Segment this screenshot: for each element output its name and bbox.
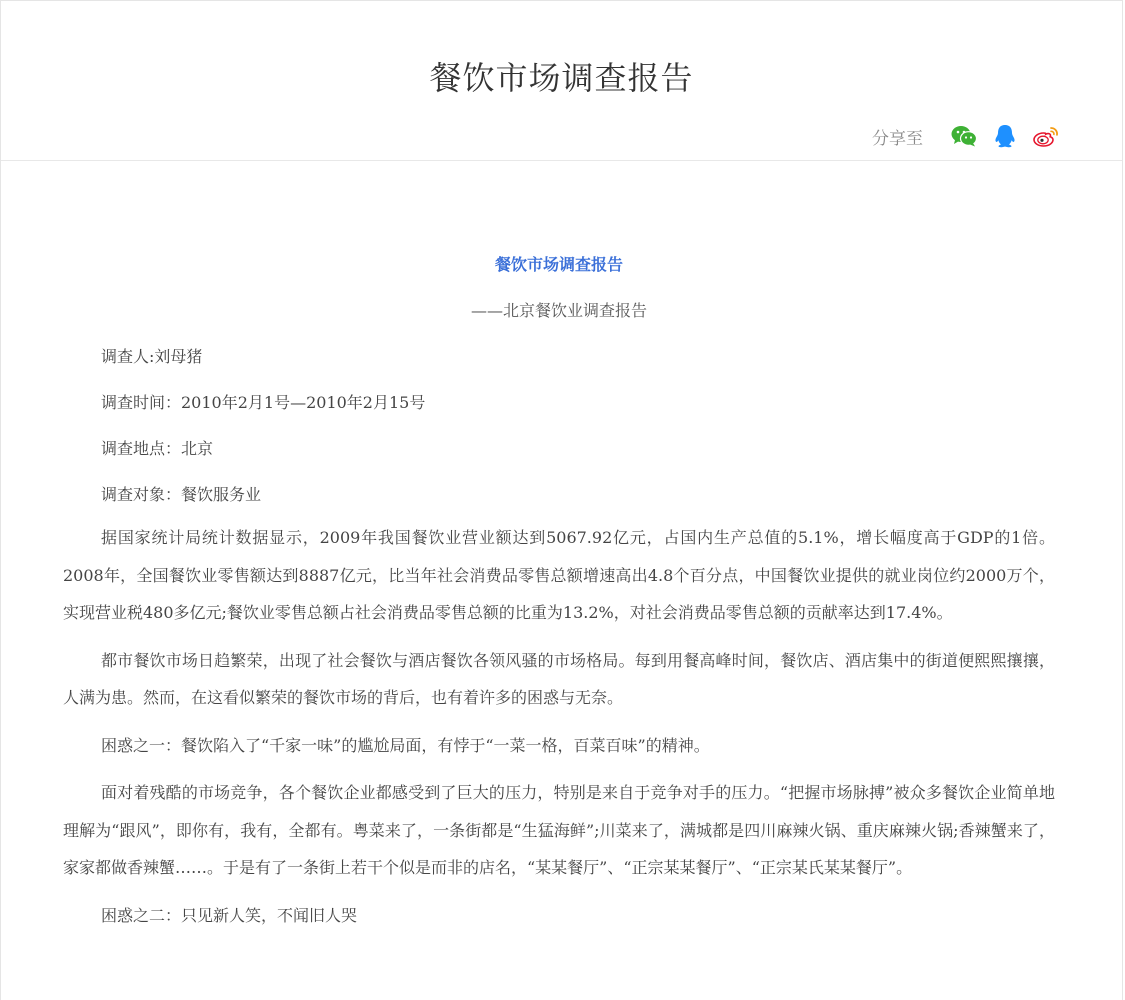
paragraph: 都市餐饮市场日趋繁荣，出现了社会餐饮与酒店餐饮各领风骚的市场格局。每到用餐高峰时间，餐饮店、酒店集中的街道便熙熙攘攘，人满为患。然而，在这看似繁荣的餐饮市场的背后，也有着许多的困惑与无奈。 <box>63 650 1055 707</box>
meta-subject: 调查对象：餐饮服务业 <box>101 485 262 504</box>
page-header <box>1 1 1122 161</box>
page-title: 餐饮市场调查报告 <box>429 59 694 97</box>
qq-icon[interactable] <box>991 122 1019 150</box>
article-body <box>63 251 1055 934</box>
meta-time: 调查时间：2010年2月1号—2010年2月15号 <box>101 393 426 412</box>
share-bar <box>872 121 1060 151</box>
paragraph: 困惑之一：餐饮陷入了“千家一味”的尴尬局面，有悖于“一菜一格，百菜百味”的精神。 <box>101 735 710 755</box>
meta-investigator: 调查人:刘母猪 <box>101 347 203 366</box>
weibo-icon[interactable] <box>1032 122 1060 150</box>
meta-place: 调查地点：北京 <box>101 439 214 458</box>
paragraph: 据国家统计局统计数据显示，2009年我国餐饮业营业额达到5067.92亿元，占国内生产总值的5.1%，增长幅度高于GDP的1倍。2008年，全国餐饮业零售额达到8887亿元，比当年社会消费品零售总额增速高出4.8个百分点，中国餐饮业提供的就业岗位约2000万个，实现营业税480多亿元;餐饮业零售总额占社会消费品零售总额的比重为13.2%，对社会消费品零售总额的贡献率达到17.4%。 <box>63 528 1055 622</box>
weibo-icon-graphic <box>1033 125 1059 147</box>
share-label: 分享至 <box>872 128 923 149</box>
paragraph: 面对着残酷的市场竞争，各个餐饮企业都感受到了巨大的压力，特别是来自于竞争对手的压力。“把握市场脉搏”被众多餐饮企业简单地理解为“跟风”，即你有，我有，全都有。粤菜来了，一条街都是“生猛海鲜”;川菜来了，满城都是四川麻辣火锅、重庆麻辣火锅;香辣蟹来了，家家都做香辣蟹……。于是有了一条街上若干个似是而非的店名，“某某餐厅”、“正宗某某餐厅”、“正宗某氏某某餐厅”。 <box>63 783 1055 877</box>
qq-icon-graphic <box>994 124 1016 148</box>
paragraph: 困惑之二：只见新人笑，不闻旧人哭 <box>101 905 358 925</box>
wechat-icon[interactable] <box>950 122 978 150</box>
article-subtitle: ——北京餐饮业调查报告 <box>470 301 647 320</box>
wechat-icon-graphic <box>951 125 977 147</box>
article-title: 餐饮市场调查报告 <box>494 255 623 274</box>
